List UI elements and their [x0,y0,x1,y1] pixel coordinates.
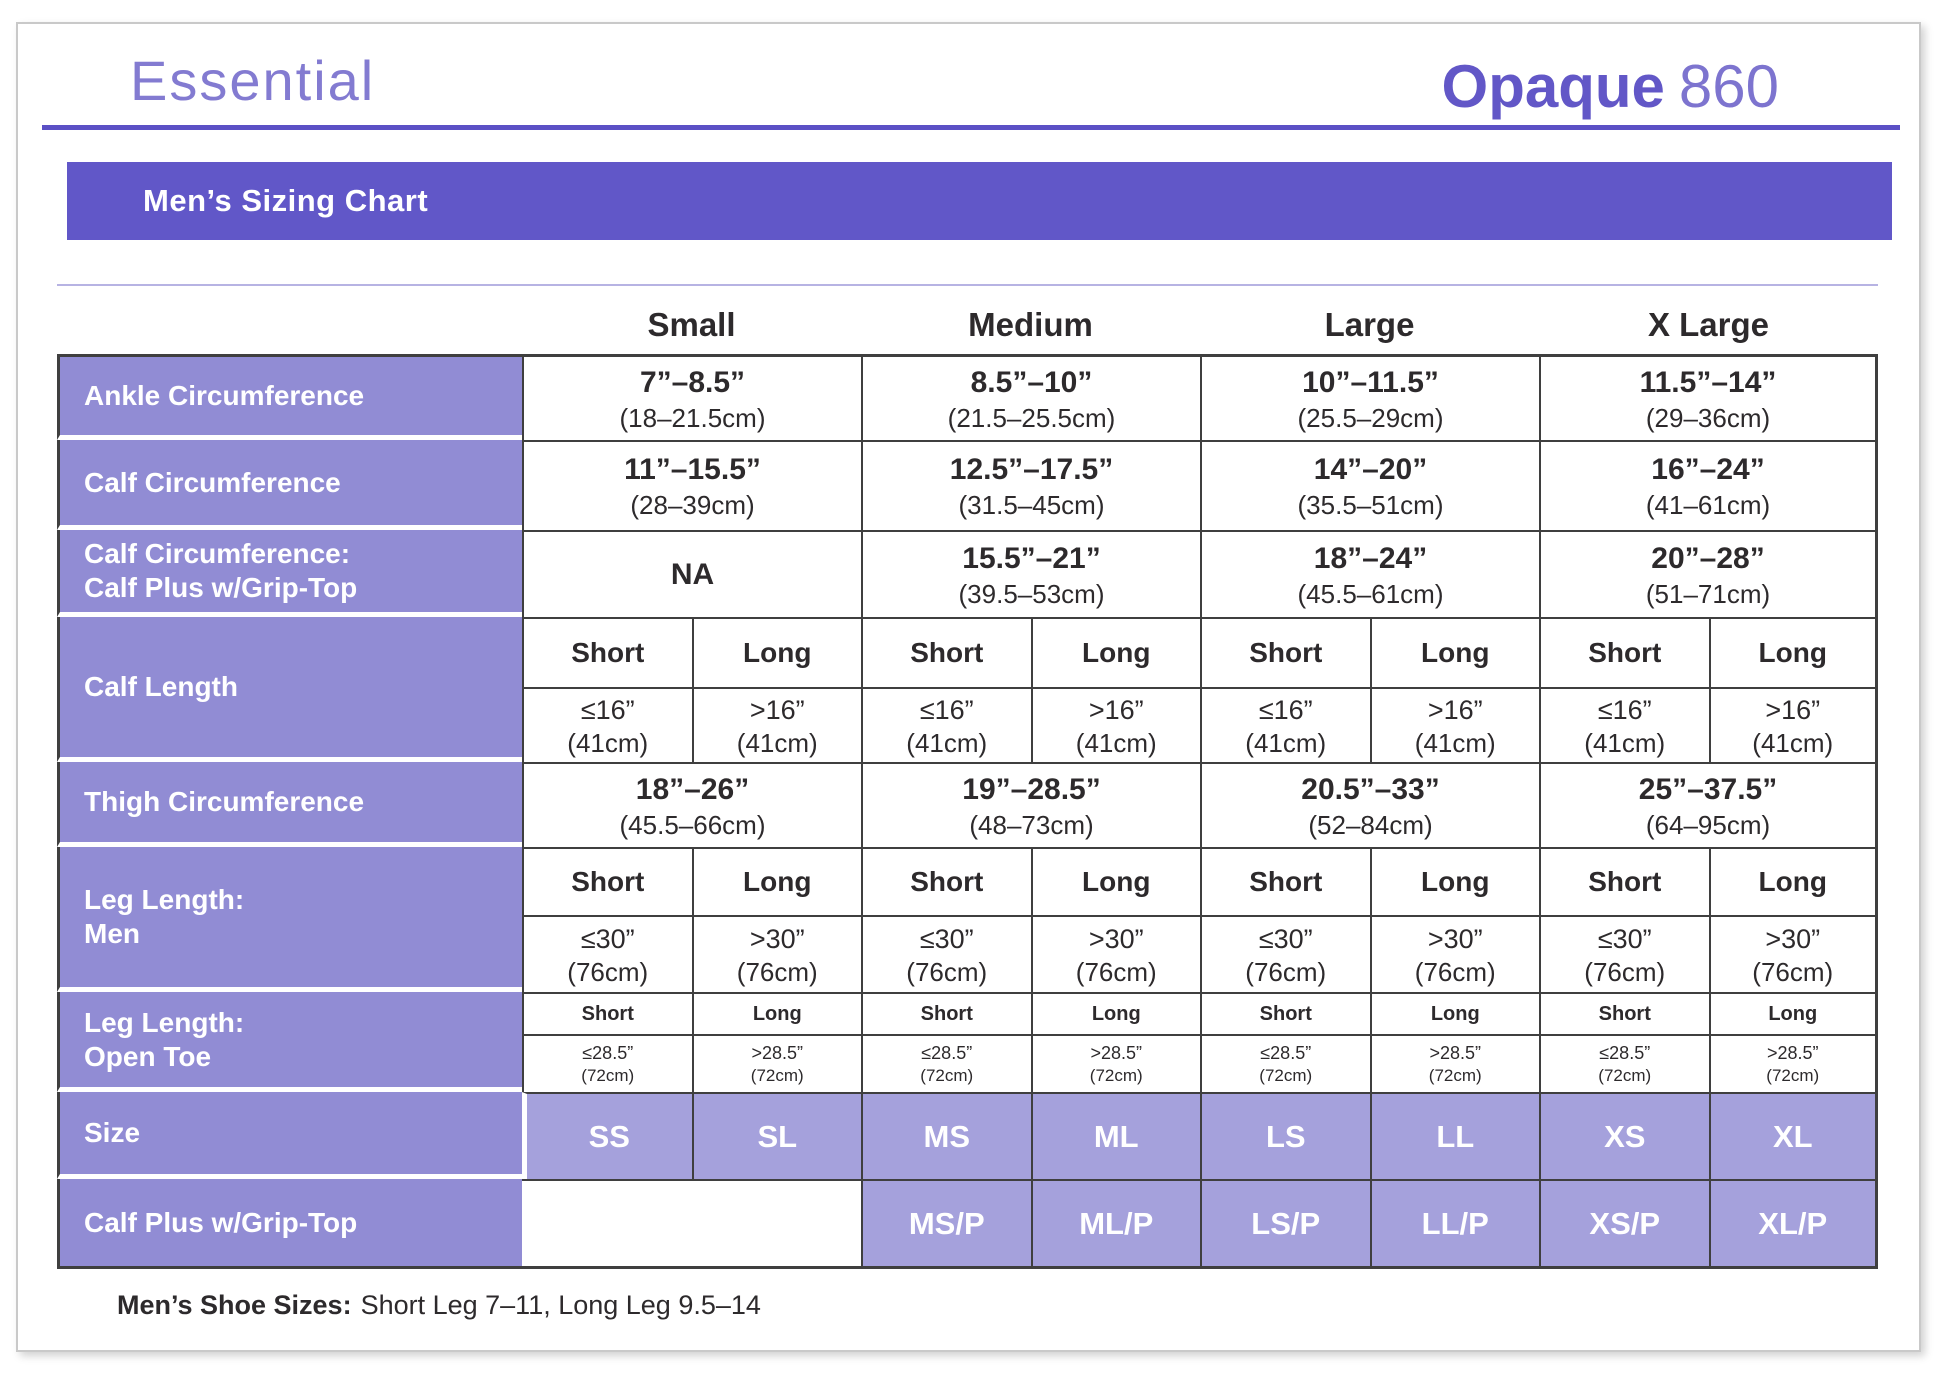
row-label-leg-length-men: Leg Length: Men [57,847,522,992]
inch-value: 20”–28” [1651,541,1765,575]
subcol-header-long: Long [692,847,862,915]
inch-value: 18”–24” [1313,541,1428,575]
subcol-header-short: Short [861,992,1031,1034]
value-cell: >30” (76cm) [1370,915,1540,992]
value-cell-na: NA [522,530,861,617]
value-cell: ≤28.5” (72cm) [1539,1034,1709,1092]
size-column-header-xlarge: X Large [1647,306,1770,343]
grip-top-code-cell: LS/P [1200,1179,1370,1269]
value-cell [861,440,1200,530]
subcol-header-long: Long [1709,992,1879,1034]
size-column-header-large: Large [1324,306,1415,343]
subcol-header-long: Long [692,992,862,1034]
value-cell: >16” (41cm) [1031,687,1201,762]
row-label-leg-length-open-toe: Leg Length: Open Toe [57,992,522,1092]
value-cell: >16” (41cm) [1370,687,1540,762]
footnote-label: Men’s Shoe Sizes: [117,1290,352,1320]
value-cell: >30” (76cm) [1031,915,1201,992]
subcol-header-long: Long [1031,992,1201,1034]
value-cell: >16” (41cm) [692,687,862,762]
inch-value: 14”–20” [1313,453,1428,486]
subcol-header-long: Long [1031,847,1201,915]
brand-title: Essential [130,49,376,112]
empty-cell [522,1179,861,1269]
subcol-header-short: Short [1200,847,1370,915]
value-cell [1200,440,1539,530]
value-cell: >28.5” (72cm) [1709,1034,1879,1092]
value-cell: >28.5” (72cm) [692,1034,862,1092]
inch-value: 11.5”–14” [1639,365,1777,399]
inch-value: 16”–24” [1651,453,1765,486]
value-cell [1200,354,1539,440]
footnote [117,1290,761,1321]
subcol-header-short: Short [522,992,692,1034]
cm-value: (51–71cm) [1645,578,1771,609]
value-cell: ≤30” (76cm) [522,915,692,992]
inch-value: 15.5”–21” [962,541,1101,575]
grip-top-code-cell: LL/P [1370,1179,1540,1269]
value-cell: ≤16” (41cm) [1200,687,1370,762]
cm-value: (45.5–66cm) [619,809,766,840]
inch-value: 20.5”–33” [1301,772,1440,806]
grip-top-code-cell: MS/P [861,1179,1031,1269]
value-cell: ≤30” (76cm) [1539,915,1709,992]
value-cell [861,354,1200,440]
value-cell: ≤16” (41cm) [1539,687,1709,762]
value-cell [1539,530,1878,617]
cm-value: (29–36cm) [1645,402,1771,433]
product-name: Opaque [1441,53,1665,120]
cm-value: (45.5–61cm) [1297,578,1444,609]
row-label-calf-plus: Calf Circumference: Calf Plus w/Grip-Top [57,530,522,617]
value-cell: ≤28.5” (72cm) [1200,1034,1370,1092]
size-code-cell: XL [1709,1092,1879,1179]
product-title [1442,52,1779,121]
value-cell: ≤30” (76cm) [861,915,1031,992]
size-code-cell: ML [1031,1092,1201,1179]
size-code-cell: XS [1539,1092,1709,1179]
value-cell: ≤28.5” (72cm) [522,1034,692,1092]
cm-value: (31.5–45cm) [958,490,1105,520]
value-cell [522,762,861,847]
subcol-header-long: Long [1031,617,1201,687]
inch-value: 19”–28.5” [962,772,1101,806]
columns-rule [57,284,1878,286]
subcol-header-short: Short [1200,617,1370,687]
cm-value: (25.5–29cm) [1297,402,1444,433]
value-cell: >30” (76cm) [1709,915,1879,992]
subcol-header-short: Short [861,617,1031,687]
product-number: 860 [1678,53,1779,120]
cm-value: (28–39cm) [630,490,755,520]
cm-value: (52–84cm) [1308,809,1433,840]
cm-value: (35.5–51cm) [1297,490,1444,520]
subcol-header-long: Long [1709,847,1879,915]
cm-value: (18–21.5cm) [619,402,766,433]
grip-top-code-cell: XL/P [1709,1179,1879,1269]
banner-title: Men’s Sizing Chart [143,183,429,218]
cm-value: (41–61cm) [1645,490,1771,520]
row-label-ankle: Ankle Circumference [57,354,522,440]
size-code-cell: LL [1370,1092,1540,1179]
value-cell [1200,762,1539,847]
subcol-header-short: Short [1539,992,1709,1034]
subcol-header-long: Long [1370,847,1540,915]
header-rule [42,125,1900,130]
subcol-header-long: Long [1370,617,1540,687]
inch-value: 10”–11.5” [1302,365,1439,399]
subcol-header-short: Short [1539,617,1709,687]
value-cell [522,440,861,530]
subcol-header-short: Short [1539,847,1709,915]
value-cell: >28.5” (72cm) [1370,1034,1540,1092]
sizing-banner [67,162,1892,240]
row-label-thigh: Thigh Circumference [57,762,522,847]
size-code-cell: SS [522,1092,692,1179]
value-cell [1539,354,1878,440]
value-cell [1539,440,1878,530]
subcol-header-short: Short [522,617,692,687]
size-column-header-small: Small [647,306,736,343]
subcol-header-long: Long [692,617,862,687]
inch-value: 12.5”–17.5” [949,453,1114,486]
subcol-header-short: Short [861,847,1031,915]
size-code-cell: LS [1200,1092,1370,1179]
subcol-header-short: Short [1200,992,1370,1034]
value-cell [522,354,861,440]
value-cell [1539,762,1878,847]
inch-value: 11”–15.5” [624,453,761,486]
subcol-header-long: Long [1370,992,1540,1034]
subcol-header-short: Short [522,847,692,915]
row-label-grip-top: Calf Plus w/Grip-Top [57,1179,522,1269]
row-label-size: Size [57,1092,522,1179]
cm-value: (39.5–53cm) [958,578,1105,609]
row-label-calf: Calf Circumference [57,440,522,530]
inch-value: 7”–8.5” [639,365,746,399]
value-cell [1200,530,1539,617]
value-cell: ≤28.5” (72cm) [861,1034,1031,1092]
value-cell: ≤16” (41cm) [522,687,692,762]
value-cell: >16” (41cm) [1709,687,1879,762]
grip-top-code-cell: ML/P [1031,1179,1201,1269]
row-label-calf-length: Calf Length [57,617,522,762]
value-cell: ≤30” (76cm) [1200,915,1370,992]
size-code-cell: MS [861,1092,1031,1179]
cm-value: (48–73cm) [969,809,1094,840]
value-cell [861,530,1200,617]
value-cell: >30” (76cm) [692,915,862,992]
sizing-grid [57,292,1878,1269]
page-card [16,22,1921,1352]
value-cell: ≤16” (41cm) [861,687,1031,762]
inch-value: 18”–26” [635,772,750,806]
size-code-cell: SL [692,1092,862,1179]
size-column-header-medium: Medium [968,306,1093,343]
cm-value: (21.5–25.5cm) [947,402,1116,433]
footnote-text: Short Leg 7–11, Long Leg 9.5–14 [360,1290,761,1320]
inch-value: 8.5”–10” [970,365,1093,399]
inch-value: 25”–37.5” [1638,772,1778,806]
cm-value: (64–95cm) [1645,809,1771,840]
value-cell: >28.5” (72cm) [1031,1034,1201,1092]
value-cell [861,762,1200,847]
subcol-header-long: Long [1709,617,1879,687]
grip-top-code-cell: XS/P [1539,1179,1709,1269]
